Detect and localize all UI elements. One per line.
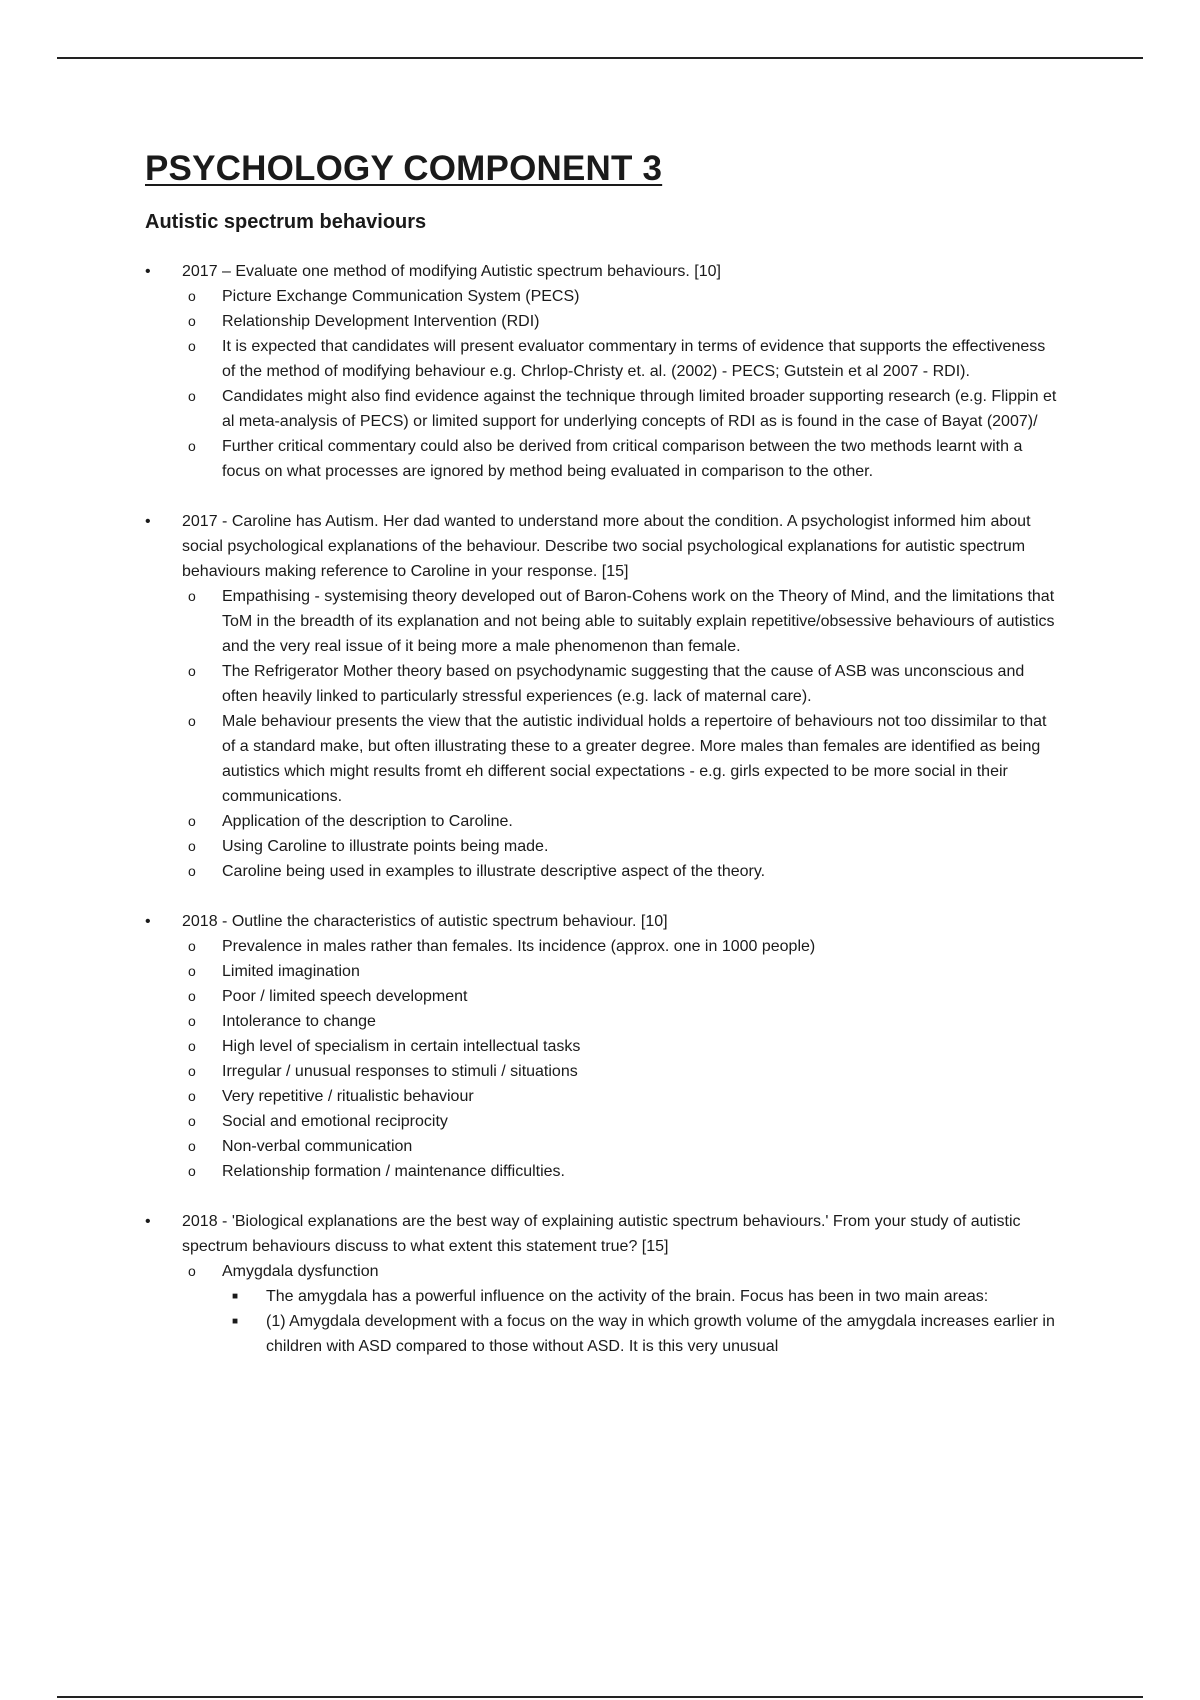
answer-points (182, 584, 1060, 884)
circle-bullet-icon (188, 334, 196, 359)
answer-point (182, 1159, 1060, 1184)
question-item (145, 1209, 1060, 1359)
answer-point-text: High level of specialism in certain intellectual tasks (222, 1038, 581, 1055)
question-text: 2017 - Caroline has Autism. Her dad wanted to understand more about the condition. A psychologist informed him about social psychological explanations of the behaviour. Describe two social psychological explanations for autistic spectrum behaviours making reference to Caroline in your response. [15] (182, 513, 1031, 580)
detail-point-text: The amygdala has a powerful influence on the activity of the brain. Focus has been in two main areas: (266, 1288, 989, 1305)
circle-bullet-icon (188, 384, 196, 409)
question-item (145, 509, 1060, 884)
footer-rule (57, 1696, 1143, 1698)
bullet-icon (145, 909, 165, 934)
answer-point (182, 1034, 1060, 1059)
circle-bullet-icon (188, 434, 196, 459)
circle-bullet-icon (188, 1084, 196, 1109)
detail-point (222, 1284, 1060, 1309)
question-text: 2017 – Evaluate one method of modifying Autistic spectrum behaviours. [10] (182, 263, 721, 280)
answer-point (182, 434, 1060, 484)
question-list (145, 259, 1060, 1359)
answer-point-text: Male behaviour presents the view that the autistic individual holds a repertoire of behaviours not too dissimilar to that of a standard make, but often illustrating these to a greater degree. More males than females are identified as being autistics which might results fromt eh different social expectations - e.g. girls expected to be more social in their communications. (222, 713, 1047, 805)
bullet-icon (145, 509, 165, 534)
answer-point-text: Limited imagination (222, 963, 360, 980)
circle-bullet-icon (188, 1109, 196, 1134)
answer-point-text: Amygdala dysfunction (222, 1263, 379, 1280)
answer-point (182, 834, 1060, 859)
bullet-icon (145, 259, 165, 284)
circle-bullet-icon (188, 659, 196, 684)
answer-point-text: The Refrigerator Mother theory based on psychodynamic suggesting that the cause of ASB was unconscious and often heavily linked to particularly stressful experiences (e.g. lack of maternal care). (222, 663, 1025, 705)
answer-point (182, 384, 1060, 434)
detail-points (222, 1284, 1060, 1359)
circle-bullet-icon (188, 1159, 196, 1184)
circle-bullet-icon (188, 309, 196, 334)
answer-point (182, 1109, 1060, 1134)
answer-point-text: Very repetitive / ritualistic behaviour (222, 1088, 474, 1105)
answer-point-text: Caroline being used in examples to illustrate descriptive aspect of the theory. (222, 863, 766, 880)
square-bullet-icon (232, 1284, 238, 1309)
answer-point-text: Poor / limited speech development (222, 988, 468, 1005)
circle-bullet-icon (188, 984, 196, 1009)
circle-bullet-icon (188, 284, 196, 309)
answer-point (182, 584, 1060, 659)
answer-points (182, 284, 1060, 484)
answer-point-text: Non-verbal communication (222, 1138, 413, 1155)
answer-point-text: Candidates might also find evidence against the technique through limited broader supporting research (e.g. Flippin et al meta-analysis of PECS) or limited support for underlying concepts of RDI as is found in the case of Bayat (2007)/ (222, 388, 1057, 430)
circle-bullet-icon (188, 809, 196, 834)
answer-points (182, 1259, 1060, 1359)
answer-point (182, 809, 1060, 834)
circle-bullet-icon (188, 1009, 196, 1034)
answer-point-text: Irregular / unusual responses to stimuli / situations (222, 1063, 578, 1080)
answer-point-text: Social and emotional reciprocity (222, 1113, 448, 1130)
answer-point (182, 859, 1060, 884)
detail-point (222, 1309, 1060, 1359)
answer-point-text: Prevalence in males rather than females. Its incidence (approx. one in 1000 people) (222, 938, 816, 955)
answer-point (182, 1059, 1060, 1084)
answer-point-text: Empathising - systemising theory developed out of Baron-Cohens work on the Theory of Mind, and the limitations that ToM in the breadth of its explanation and not being able to suitably explain repetitive/obsessive behaviours of autistics and the very real issue of it being more a male phenomenon than female. (222, 588, 1055, 655)
question-text: 2018 - Outline the characteristics of autistic spectrum behaviour. [10] (182, 913, 668, 930)
question-text: 2018 - 'Biological explanations are the best way of explaining autistic spectrum behaviours.' From your study of autistic spectrum behaviours discuss to what extent this statement true? [15] (182, 1213, 1021, 1255)
circle-bullet-icon (188, 1259, 196, 1284)
circle-bullet-icon (188, 934, 196, 959)
header-rule (57, 57, 1143, 59)
answer-point (182, 984, 1060, 1009)
question-item (145, 909, 1060, 1184)
question-item (145, 259, 1060, 484)
answer-point (182, 709, 1060, 809)
answer-point-text: Relationship Development Intervention (RDI) (222, 313, 540, 330)
answer-point (182, 659, 1060, 709)
circle-bullet-icon (188, 709, 196, 734)
answer-point-text: Intolerance to change (222, 1013, 376, 1030)
circle-bullet-icon (188, 959, 196, 984)
circle-bullet-icon (188, 1134, 196, 1159)
bullet-icon (145, 1209, 165, 1234)
answer-point (182, 309, 1060, 334)
answer-point-text: It is expected that candidates will present evaluator commentary in terms of evidence that supports the effectiveness of the method of modifying behaviour e.g. Chrlop-Christy et. al. (2002) - PECS; Gutstein et al 2007 - RDI). (222, 338, 1046, 380)
circle-bullet-icon (188, 1034, 196, 1059)
answer-points (182, 934, 1060, 1184)
answer-point (182, 284, 1060, 309)
detail-point-text: (1) Amygdala development with a focus on the way in which growth volume of the amygdala increases earlier in children with ASD compared to those without ASD. It is this very unusual (266, 1313, 1055, 1355)
answer-point-text: Using Caroline to illustrate points being made. (222, 838, 549, 855)
section-heading: Autistic spectrum behaviours (145, 211, 427, 233)
circle-bullet-icon (188, 834, 196, 859)
answer-point (182, 1259, 1060, 1359)
answer-point-text: Further critical commentary could also be derived from critical comparison between the two methods learnt with a focus on what processes are ignored by method being evaluated in comparison to the other. (222, 438, 1023, 480)
answer-point-text: Application of the description to Caroline. (222, 813, 513, 830)
answer-point-text: Picture Exchange Communication System (PECS) (222, 288, 580, 305)
square-bullet-icon (232, 1309, 238, 1334)
answer-point (182, 959, 1060, 984)
circle-bullet-icon (188, 1059, 196, 1084)
answer-point (182, 1134, 1060, 1159)
answer-point (182, 934, 1060, 959)
answer-point (182, 1084, 1060, 1109)
answer-point-text: Relationship formation / maintenance difficulties. (222, 1163, 565, 1180)
answer-point (182, 1009, 1060, 1034)
circle-bullet-icon (188, 584, 196, 609)
page-title: PSYCHOLOGY COMPONENT 3 (145, 149, 663, 188)
answer-point (182, 334, 1060, 384)
circle-bullet-icon (188, 859, 196, 884)
document-page (145, 148, 1060, 1384)
